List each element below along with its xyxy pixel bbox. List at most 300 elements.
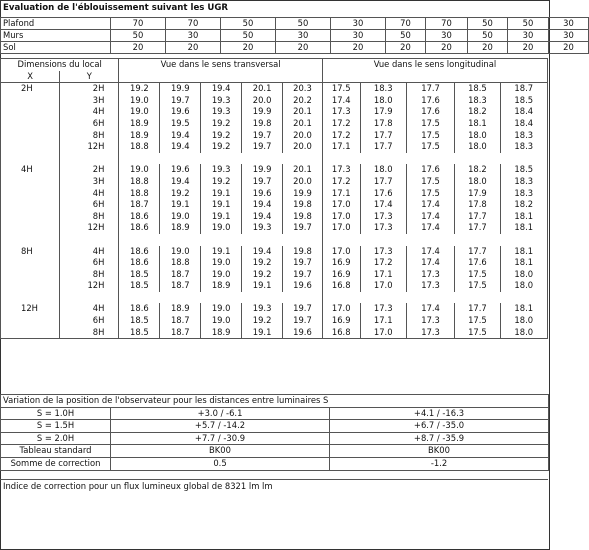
ugr-transversal-value: 19.6 (242, 188, 283, 200)
ugr-transversal-value: 19.2 (242, 269, 283, 281)
ugr-longitudinal-value: 17.7 (455, 246, 500, 258)
ugr-transversal-value: 19.8 (283, 246, 323, 258)
variation-row (1, 407, 549, 420)
correction-row (1, 457, 549, 470)
ugr-row (1, 199, 548, 211)
room-y: 6H (60, 315, 119, 327)
ugr-transversal-value: 19.7 (160, 95, 201, 107)
room-y: 8H (60, 327, 119, 339)
room-y: 4H (60, 246, 119, 258)
room-x (1, 141, 60, 153)
room-x (1, 257, 60, 269)
blank-cell (119, 234, 322, 246)
ugr-transversal-value: 18.6 (119, 211, 160, 223)
reflectance-value: 20 (276, 42, 331, 54)
room-y: 3H (60, 95, 119, 107)
transversal-label: Vue dans le sens transversal (119, 59, 322, 71)
room-x (1, 176, 60, 188)
ugr-longitudinal-value: 18.0 (360, 164, 406, 176)
room-y: 12H (60, 222, 119, 234)
ugr-transversal-value: 19.3 (201, 164, 242, 176)
ugr-longitudinal-value: 18.2 (455, 106, 500, 118)
ugr-row (1, 83, 548, 95)
variation-longitudinal: +4.1 / -16.3 (330, 407, 549, 420)
ugr-transversal-value: 19.2 (242, 315, 283, 327)
ugr-longitudinal-value: 17.4 (322, 95, 360, 107)
ugr-longitudinal-value: 18.5 (500, 95, 548, 107)
ugr-transversal-value: 19.0 (201, 222, 242, 234)
room-x (1, 95, 60, 107)
ugr-row (1, 95, 548, 107)
ugr-longitudinal-value: 17.0 (360, 327, 406, 339)
variation-row (1, 432, 549, 445)
ugr-transversal-value: 19.5 (160, 118, 201, 130)
correction-transversal: 0.5 (111, 457, 330, 470)
room-x (1, 327, 60, 339)
ugr-transversal-value: 19.3 (242, 303, 283, 315)
page-title: Evaluation de l'éblouissement suivant les UGR (3, 3, 229, 13)
ugr-longitudinal-value: 17.9 (360, 106, 406, 118)
ugr-transversal-value: 18.7 (160, 315, 201, 327)
ugr-transversal-value: 19.7 (283, 269, 323, 281)
ugr-transversal-value: 19.4 (160, 176, 201, 188)
ugr-longitudinal-value: 18.4 (500, 106, 548, 118)
blank-cell (322, 234, 547, 246)
ugr-longitudinal-value: 17.4 (406, 222, 454, 234)
ugr-transversal-value: 19.0 (201, 303, 242, 315)
ugr-transversal-value: 18.8 (119, 176, 160, 188)
ugr-transversal-value: 18.9 (119, 118, 160, 130)
ugr-transversal-value: 19.6 (160, 106, 201, 118)
reflectance-label: Sol (1, 42, 111, 54)
ugr-transversal-value: 19.7 (283, 257, 323, 269)
reflectance-value: 30 (549, 18, 589, 30)
room-x (1, 222, 60, 234)
reflectance-row (1, 42, 589, 54)
ugr-transversal-value: 19.2 (242, 257, 283, 269)
room-x (1, 211, 60, 223)
reflectance-value: 20 (331, 42, 386, 54)
reflectance-value: 50 (276, 18, 331, 30)
ugr-longitudinal-value: 17.3 (360, 211, 406, 223)
ugr-longitudinal-value: 17.7 (360, 130, 406, 142)
footer-note: Indice de correction pour un flux lumineux global de 8321 lm lm (0, 479, 548, 548)
ugr-transversal-value: 19.4 (160, 130, 201, 142)
ugr-transversal-value: 18.9 (201, 327, 242, 339)
room-x (1, 118, 60, 130)
ugr-longitudinal-value: 17.7 (360, 141, 406, 153)
reflectance-value: 30 (166, 30, 221, 42)
ugr-transversal-value: 19.0 (119, 106, 160, 118)
ugr-transversal-value: 18.5 (119, 327, 160, 339)
ugr-transversal-value: 19.0 (201, 315, 242, 327)
ugr-longitudinal-value: 18.0 (500, 315, 548, 327)
room-y: 4H (60, 188, 119, 200)
x-axis-label: X (1, 71, 60, 83)
reflectance-value: 20 (549, 42, 589, 54)
correction-label: Somme de correction (1, 457, 111, 470)
room-y: 6H (60, 257, 119, 269)
ugr-transversal-value: 19.2 (201, 141, 242, 153)
ugr-transversal-value: 19.1 (160, 199, 201, 211)
dimensions-label: Dimensions du local (1, 59, 119, 71)
ugr-longitudinal-value: 17.1 (360, 269, 406, 281)
ugr-longitudinal-value: 16.8 (322, 327, 360, 339)
room-y: 4H (60, 106, 119, 118)
reflectance-table (0, 17, 589, 54)
ugr-longitudinal-value: 18.1 (500, 211, 548, 223)
grid-axis-row (1, 71, 548, 83)
blank-cell (60, 153, 119, 165)
blank-cell (322, 292, 547, 304)
room-x: 8H (1, 246, 60, 258)
ugr-transversal-value: 19.6 (283, 280, 323, 292)
ugr-longitudinal-value: 17.3 (360, 246, 406, 258)
reflectance-row (1, 18, 589, 30)
group-spacer (1, 153, 548, 165)
room-x (1, 199, 60, 211)
reflectance-label: Plafond (1, 18, 111, 30)
spacing-label: S = 2.0H (1, 432, 111, 445)
ugr-transversal-value: 18.6 (119, 257, 160, 269)
reflectance-value: 50 (468, 30, 508, 42)
ugr-longitudinal-value: 18.0 (455, 141, 500, 153)
ugr-longitudinal-value: 18.2 (500, 199, 548, 211)
ugr-longitudinal-value: 18.0 (360, 95, 406, 107)
variation-label: Variation de la position de l'observateur pour les distances entre luminaires S (1, 395, 549, 408)
ugr-transversal-value: 19.2 (201, 130, 242, 142)
ugr-transversal-value: 20.1 (283, 106, 323, 118)
room-y: 8H (60, 130, 119, 142)
ugr-longitudinal-value: 17.5 (455, 280, 500, 292)
ugr-longitudinal-value: 18.3 (455, 95, 500, 107)
variation-row (1, 420, 549, 433)
ugr-longitudinal-value: 17.6 (406, 95, 454, 107)
ugr-longitudinal-value: 18.3 (360, 83, 406, 95)
ugr-transversal-value: 19.0 (201, 269, 242, 281)
reflectance-value: 30 (331, 30, 386, 42)
ugr-transversal-value: 19.1 (242, 327, 283, 339)
ugr-longitudinal-value: 17.7 (455, 211, 500, 223)
ugr-transversal-value: 20.0 (283, 141, 323, 153)
ugr-longitudinal-value: 17.4 (406, 211, 454, 223)
ugr-transversal-value: 18.6 (119, 222, 160, 234)
ugr-longitudinal-value: 17.1 (322, 141, 360, 153)
ugr-longitudinal-value: 17.8 (455, 199, 500, 211)
ugr-transversal-value: 19.2 (201, 176, 242, 188)
ugr-transversal-value: 20.3 (283, 83, 323, 95)
y-axis-label: Y (60, 71, 119, 83)
ugr-longitudinal-value: 17.9 (455, 188, 500, 200)
ugr-longitudinal-value: 17.5 (455, 269, 500, 281)
reflectance-value: 50 (508, 18, 549, 30)
room-y: 2H (60, 83, 119, 95)
longitudinal-label: Vue dans le sens longitudinal (322, 59, 547, 71)
ugr-longitudinal-value: 18.2 (455, 164, 500, 176)
grid-header-row (1, 59, 548, 71)
ugr-longitudinal-value: 17.5 (406, 188, 454, 200)
ugr-longitudinal-value: 18.0 (500, 280, 548, 292)
variation-transversal: +3.0 / -6.1 (111, 407, 330, 420)
ugr-transversal-value: 19.0 (201, 257, 242, 269)
room-x: 2H (1, 83, 60, 95)
ugr-longitudinal-value: 17.0 (322, 222, 360, 234)
ugr-transversal-value: 18.5 (119, 315, 160, 327)
ugr-longitudinal-value: 17.4 (406, 246, 454, 258)
room-x (1, 269, 60, 281)
ugr-longitudinal-value: 18.0 (500, 327, 548, 339)
reflectance-value: 20 (386, 42, 426, 54)
ugr-row (1, 280, 548, 292)
ugr-longitudinal-value: 17.0 (322, 303, 360, 315)
ugr-longitudinal-value: 18.0 (500, 269, 548, 281)
reflectance-value: 30 (331, 18, 386, 30)
ugr-longitudinal-value: 17.6 (406, 106, 454, 118)
ugr-longitudinal-value: 17.5 (406, 141, 454, 153)
variation-longitudinal: +6.7 / -35.0 (330, 420, 549, 433)
ugr-transversal-value: 19.1 (201, 211, 242, 223)
reflectance-value: 70 (426, 18, 468, 30)
ugr-transversal-value: 18.6 (119, 246, 160, 258)
ugr-transversal-value: 18.7 (119, 199, 160, 211)
blank-cell (119, 71, 322, 83)
ugr-transversal-value: 19.2 (119, 83, 160, 95)
ugr-transversal-value: 19.3 (201, 95, 242, 107)
group-spacer (1, 234, 548, 246)
ugr-transversal-value: 18.7 (160, 269, 201, 281)
ugr-longitudinal-value: 18.3 (500, 130, 548, 142)
ugr-longitudinal-value: 17.8 (360, 118, 406, 130)
blank-cell (119, 153, 322, 165)
ugr-longitudinal-value: 17.0 (322, 211, 360, 223)
variation-transversal: +5.7 / -14.2 (111, 420, 330, 433)
ugr-longitudinal-value: 17.7 (406, 83, 454, 95)
variation-header-row (1, 395, 549, 408)
ugr-row (1, 164, 548, 176)
reflectance-value: 70 (386, 18, 426, 30)
ugr-transversal-value: 19.1 (201, 199, 242, 211)
ugr-transversal-value: 20.0 (283, 130, 323, 142)
standard-label: Tableau standard (1, 445, 111, 458)
ugr-transversal-value: 20.1 (283, 118, 323, 130)
ugr-transversal-value: 19.6 (283, 327, 323, 339)
variation-transversal: +7.7 / -30.9 (111, 432, 330, 445)
ugr-longitudinal-value: 17.2 (322, 118, 360, 130)
ugr-transversal-value: 18.6 (119, 303, 160, 315)
ugr-row (1, 269, 548, 281)
standard-row (1, 445, 549, 458)
room-y: 4H (60, 303, 119, 315)
blank-cell (60, 234, 119, 246)
spacing-label: S = 1.5H (1, 420, 111, 433)
ugr-longitudinal-value: 17.3 (360, 222, 406, 234)
ugr-row (1, 303, 548, 315)
ugr-longitudinal-value: 17.7 (455, 222, 500, 234)
ugr-longitudinal-value: 18.1 (500, 257, 548, 269)
ugr-row (1, 246, 548, 258)
ugr-transversal-value: 19.4 (160, 141, 201, 153)
room-y: 2H (60, 164, 119, 176)
ugr-transversal-value: 18.5 (119, 269, 160, 281)
room-y: 12H (60, 280, 119, 292)
reflectance-value: 50 (221, 18, 276, 30)
ugr-longitudinal-value: 17.0 (322, 199, 360, 211)
ugr-longitudinal-value: 17.5 (406, 130, 454, 142)
reflectance-value: 30 (508, 30, 549, 42)
ugr-longitudinal-value: 17.4 (406, 199, 454, 211)
reflectance-value: 30 (426, 30, 468, 42)
ugr-transversal-value: 19.1 (201, 188, 242, 200)
room-y: 8H (60, 211, 119, 223)
ugr-transversal-value: 19.3 (201, 106, 242, 118)
ugr-longitudinal-value: 16.9 (322, 315, 360, 327)
ugr-row (1, 106, 548, 118)
ugr-transversal-value: 19.7 (242, 130, 283, 142)
ugr-longitudinal-value: 17.0 (360, 280, 406, 292)
ugr-row (1, 130, 548, 142)
ugr-transversal-value: 19.2 (160, 188, 201, 200)
ugr-transversal-value: 20.0 (283, 176, 323, 188)
room-y: 6H (60, 199, 119, 211)
reflectance-value: 20 (468, 42, 508, 54)
blank-cell (60, 292, 119, 304)
ugr-row (1, 315, 548, 327)
room-y: 12H (60, 141, 119, 153)
group-spacer (1, 292, 548, 304)
ugr-transversal-value: 19.9 (242, 164, 283, 176)
ugr-transversal-value: 19.1 (201, 246, 242, 258)
ugr-transversal-value: 19.7 (242, 176, 283, 188)
blank-cell (322, 71, 547, 83)
ugr-longitudinal-value: 18.5 (455, 83, 500, 95)
ugr-transversal-value: 19.3 (242, 222, 283, 234)
ugr-longitudinal-value: 17.5 (455, 327, 500, 339)
room-x (1, 188, 60, 200)
ugr-transversal-value: 20.1 (242, 83, 283, 95)
ugr-transversal-value: 19.8 (283, 199, 323, 211)
ugr-transversal-value: 19.2 (201, 118, 242, 130)
ugr-longitudinal-value: 17.5 (455, 315, 500, 327)
ugr-longitudinal-value: 18.7 (500, 83, 548, 95)
ugr-longitudinal-value: 17.2 (322, 176, 360, 188)
room-x (1, 280, 60, 292)
room-x (1, 315, 60, 327)
reflectance-value: 20 (426, 42, 468, 54)
ugr-longitudinal-value: 17.7 (455, 303, 500, 315)
ugr-transversal-value: 20.2 (283, 95, 323, 107)
ugr-longitudinal-value: 17.5 (406, 118, 454, 130)
ugr-longitudinal-value: 17.3 (360, 303, 406, 315)
ugr-row (1, 327, 548, 339)
ugr-longitudinal-value: 17.6 (360, 188, 406, 200)
ugr-longitudinal-value: 17.3 (406, 280, 454, 292)
ugr-transversal-value: 18.8 (160, 257, 201, 269)
standard-longitudinal: BK00 (330, 445, 549, 458)
ugr-transversal-value: 19.0 (160, 246, 201, 258)
reflectance-value: 50 (111, 30, 166, 42)
ugr-longitudinal-value: 17.3 (322, 106, 360, 118)
reflectance-label: Murs (1, 30, 111, 42)
ugr-transversal-value: 19.6 (160, 164, 201, 176)
reflectance-value: 20 (111, 42, 166, 54)
blank-cell (119, 292, 322, 304)
blank-cell (1, 234, 60, 246)
ugr-transversal-value: 19.8 (283, 211, 323, 223)
ugr-longitudinal-value: 17.6 (406, 164, 454, 176)
reflectance-value: 30 (549, 30, 589, 42)
ugr-longitudinal-value: 18.0 (455, 130, 500, 142)
ugr-transversal-value: 18.7 (160, 280, 201, 292)
reflectance-value: 20 (508, 42, 549, 54)
ugr-transversal-value: 19.4 (201, 83, 242, 95)
ugr-longitudinal-value: 17.5 (406, 176, 454, 188)
ugr-transversal-value: 18.9 (201, 280, 242, 292)
ugr-transversal-value: 19.7 (283, 315, 323, 327)
ugr-longitudinal-value: 18.0 (455, 176, 500, 188)
ugr-longitudinal-value: 17.1 (322, 188, 360, 200)
ugr-transversal-value: 19.8 (242, 118, 283, 130)
ugr-longitudinal-value: 16.8 (322, 280, 360, 292)
ugr-longitudinal-value: 18.1 (500, 303, 548, 315)
ugr-row (1, 211, 548, 223)
room-x: 4H (1, 164, 60, 176)
ugr-longitudinal-value: 18.3 (500, 141, 548, 153)
ugr-longitudinal-value: 18.3 (500, 176, 548, 188)
ugr-transversal-value: 18.5 (119, 280, 160, 292)
room-x: 12H (1, 303, 60, 315)
variation-longitudinal: +8.7 / -35.9 (330, 432, 549, 445)
ugr-longitudinal-value: 17.2 (322, 130, 360, 142)
reflectance-value: 50 (221, 30, 276, 42)
ugr-transversal-value: 18.8 (119, 188, 160, 200)
ugr-row (1, 222, 548, 234)
ugr-longitudinal-value: 17.1 (360, 315, 406, 327)
room-x (1, 130, 60, 142)
ugr-transversal-value: 19.4 (242, 246, 283, 258)
ugr-transversal-value: 18.9 (160, 303, 201, 315)
ugr-longitudinal-value: 17.4 (360, 199, 406, 211)
reflectance-value: 20 (221, 42, 276, 54)
ugr-transversal-value: 19.9 (242, 106, 283, 118)
ugr-row (1, 176, 548, 188)
ugr-row (1, 118, 548, 130)
ugr-longitudinal-value: 16.9 (322, 269, 360, 281)
ugr-transversal-value: 20.1 (283, 164, 323, 176)
ugr-transversal-value: 18.8 (119, 141, 160, 153)
reflectance-value: 50 (468, 18, 508, 30)
ugr-longitudinal-value: 17.3 (406, 269, 454, 281)
ugr-transversal-value: 19.9 (160, 83, 201, 95)
ugr-transversal-value: 19.0 (119, 164, 160, 176)
ugr-transversal-value: 20.0 (242, 95, 283, 107)
ugr-transversal-value: 19.1 (242, 280, 283, 292)
room-y: 3H (60, 176, 119, 188)
ugr-longitudinal-value: 17.7 (360, 176, 406, 188)
ugr-transversal-value: 18.9 (119, 130, 160, 142)
reflectance-value: 50 (386, 30, 426, 42)
ugr-row (1, 257, 548, 269)
ugr-transversal-value: 19.0 (160, 211, 201, 223)
ugr-transversal-value: 19.0 (119, 95, 160, 107)
blank-cell (1, 153, 60, 165)
room-y: 6H (60, 118, 119, 130)
ugr-longitudinal-value: 17.5 (322, 83, 360, 95)
ugr-transversal-value: 18.9 (160, 222, 201, 234)
ugr-longitudinal-value: 17.3 (406, 315, 454, 327)
blank-cell (1, 292, 60, 304)
ugr-longitudinal-value: 18.1 (455, 118, 500, 130)
reflectance-value: 30 (276, 30, 331, 42)
